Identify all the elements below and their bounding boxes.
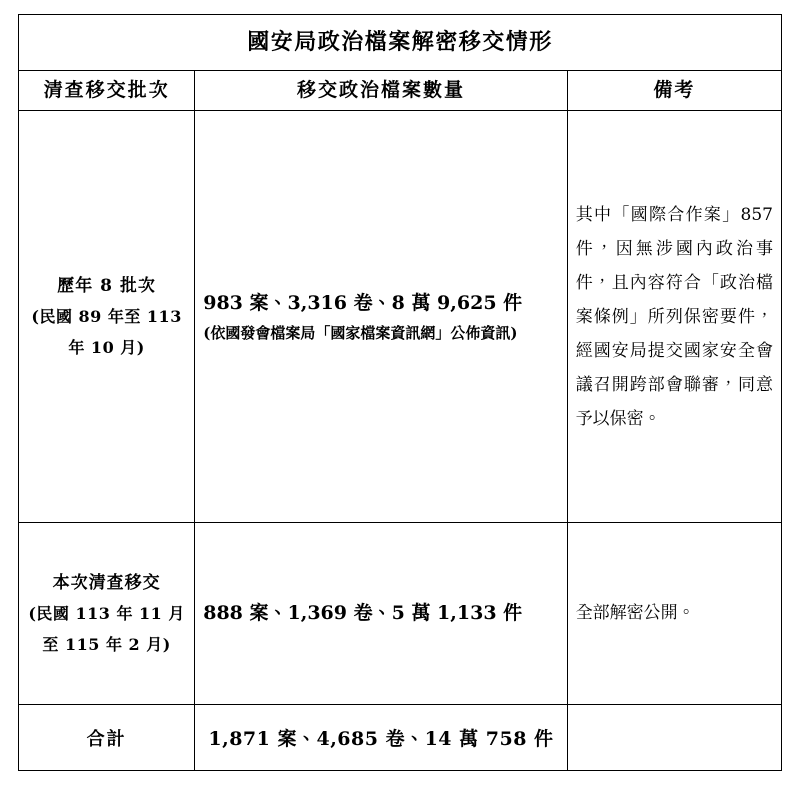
- total-value: 1,871 案、4,685 卷、14 萬 758 件: [195, 705, 567, 771]
- batch-main-label-2: 本次清查移交: [52, 572, 161, 593]
- row-batch-cell-1: [19, 111, 195, 523]
- page-title: 國安局政治檔案解密移交情形: [19, 15, 782, 71]
- batch-main-label-1: 歷年 8 批次: [57, 275, 156, 296]
- column-header-note: 備考: [567, 71, 781, 111]
- total-label: 合計: [19, 705, 195, 771]
- row-count-cell-2: [195, 523, 567, 705]
- column-header-batch: 清查移交批次: [19, 71, 195, 111]
- count-main-value-1: 983 案、3,316 卷、8 萬 9,625 件: [203, 291, 523, 314]
- row-count-cell-1: [195, 111, 567, 523]
- table-total-row: [19, 705, 782, 771]
- count-main-value-2: 888 案、1,369 卷、5 萬 1,133 件: [203, 601, 523, 624]
- table-header-row: [19, 71, 782, 111]
- table-row: [19, 523, 782, 705]
- batch-sub-label-2: (民國 113 年 11 月至 115 年 2 月): [28, 604, 185, 654]
- political-archives-table: [18, 14, 782, 771]
- row-note-cell-2: 全部解密公開。: [567, 523, 781, 705]
- column-header-count: 移交政治檔案數量: [195, 71, 567, 111]
- table-row: [19, 111, 782, 523]
- table-title-row: [19, 15, 782, 71]
- batch-sub-label-1: (民國 89 年至 113 年 10 月): [31, 307, 182, 357]
- total-note-cell: [567, 705, 781, 771]
- row-batch-cell-2: [19, 523, 195, 705]
- row-note-cell-1: 其中「國際合作案」857 件，因無涉國內政治事件，且內容符合「政治檔案條例」所列保密要件，經國安局提交國家安全會議召開跨部會聯審，同意予以保密。: [567, 111, 781, 523]
- count-source-note-1: (依國發會檔案局「國家檔案資訊網」公佈資訊): [203, 324, 518, 343]
